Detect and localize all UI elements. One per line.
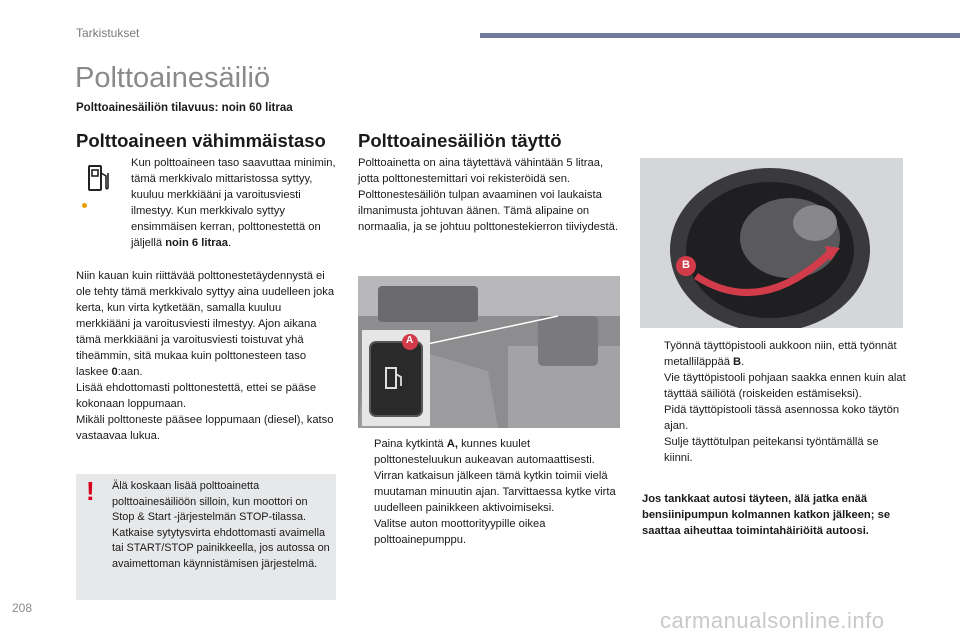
filling-steps	[648, 338, 910, 466]
list-item: Valitse auton moottorityypille oikea polttoainepumppu.	[374, 518, 546, 546]
refuelling-intro: Polttoainetta on aina täytettävä vähintään 5 litraa, jotta polttonestemittari voi rekisteröidä sen. Polttonestesäiliön tulpan avaaminen voi laukaista ilmanimusta johtuvan äänen. Tämä alipaine on normaalia, ja se johtuu polttonestekierron tiiviydestä.	[358, 157, 618, 233]
fuel-gauge-icon	[87, 163, 111, 193]
page-number: 208	[12, 601, 33, 615]
list-item: Vie täyttöpistooli pohjaan saakka ennen kuin alat täyttää säiliötä (roiskeiden estämiseksi).	[664, 372, 906, 400]
list-item: Työnnä täyttöpistooli aukkoon niin, että työnnät metalliläppää B.	[664, 340, 897, 368]
watermark: carmanualsonline.info	[660, 608, 885, 633]
heading-refuelling: Polttoainesäiliön täyttö	[358, 130, 562, 151]
callout-b: B	[682, 259, 690, 271]
list-item: Pidä täyttöpistooli tässä asennossa koko täytön ajan.	[664, 404, 900, 432]
header-bar	[480, 33, 960, 38]
section-label: Tarkistukset	[76, 26, 140, 40]
filler-photo	[640, 158, 903, 328]
switch-photo	[358, 276, 620, 428]
page-subtitle: Polttoainesäiliön tilavuus: noin 60 litraa	[76, 102, 293, 114]
page-title: Polttoainesäiliö	[75, 62, 271, 94]
refuelling-steps	[358, 436, 620, 548]
low-fuel-description: Kun polttoaineen taso saavuttaa minimin, tämä merkkivalo mittaristossa syttyy, kuuluu merkkiääni ja varoitusviesti ilmestyy. Kun merkkivalo syttyy ensimmäisen kerran, polttonestettä on jäljellä noin 6 litraa.	[131, 157, 336, 249]
callout-a: A	[406, 335, 414, 346]
warning-icon: !	[86, 476, 95, 506]
list-item: Sulje täyttötulpan peitekansi työntämällä se kiinni.	[664, 436, 879, 464]
warning-light-dot	[82, 203, 87, 208]
low-fuel-paragraph: Niin kauan kuin riittävää polttonestetäydennystä ei ole tehty tämä merkkivalo syttyy aina uudelleen joka kerta, kun virta kytketään, samalla kuuluu merkkiääni ja varoitusviesti ilmestyy. Ajon aikana tämä merkkiääni ja varoitusviesti toistuvat yhä tiheämmin, sitä mukaa kuin polttonesteen taso laskee 0:aan. Lisää ehdottomasti polttonestettä, ettei se pääse kokonaan loppumaan. Mikäli polttoneste pääsee loppumaan (diesel), katso vastaavaa lukua.	[76, 270, 335, 442]
warning-text: Älä koskaan lisää polttoainetta polttoainesäiliöön silloin, kun moottori on Stop & Start -järjestelmän STOP-tilassa. Katkaise sytytysvirta ehdottomasti avaimella tai START/STOP painikkeella, jos autossa on avaimettoman käynnistämisen järjestelmä.	[112, 480, 330, 570]
list-item: Paina kytkintä A, kunnes kuulet polttonesteluukun aukeavan automaattisesti. Virran katkaisun jälkeen tämä kytkin toimii vielä muutaman minuutin ajan. Tarvittaessa kytke virta uudelleen painikkeen aktivoimiseksi.	[374, 438, 616, 514]
overfill-warning: Jos tankkaat autosi täyteen, älä jatka enää bensiinipumpun kolmannen katkon jälkeen; se saattaa aiheuttaa toimintahäiriöitä autoosi.	[642, 493, 891, 537]
heading-minimum-level: Polttoaineen vähimmäistaso	[76, 130, 326, 151]
